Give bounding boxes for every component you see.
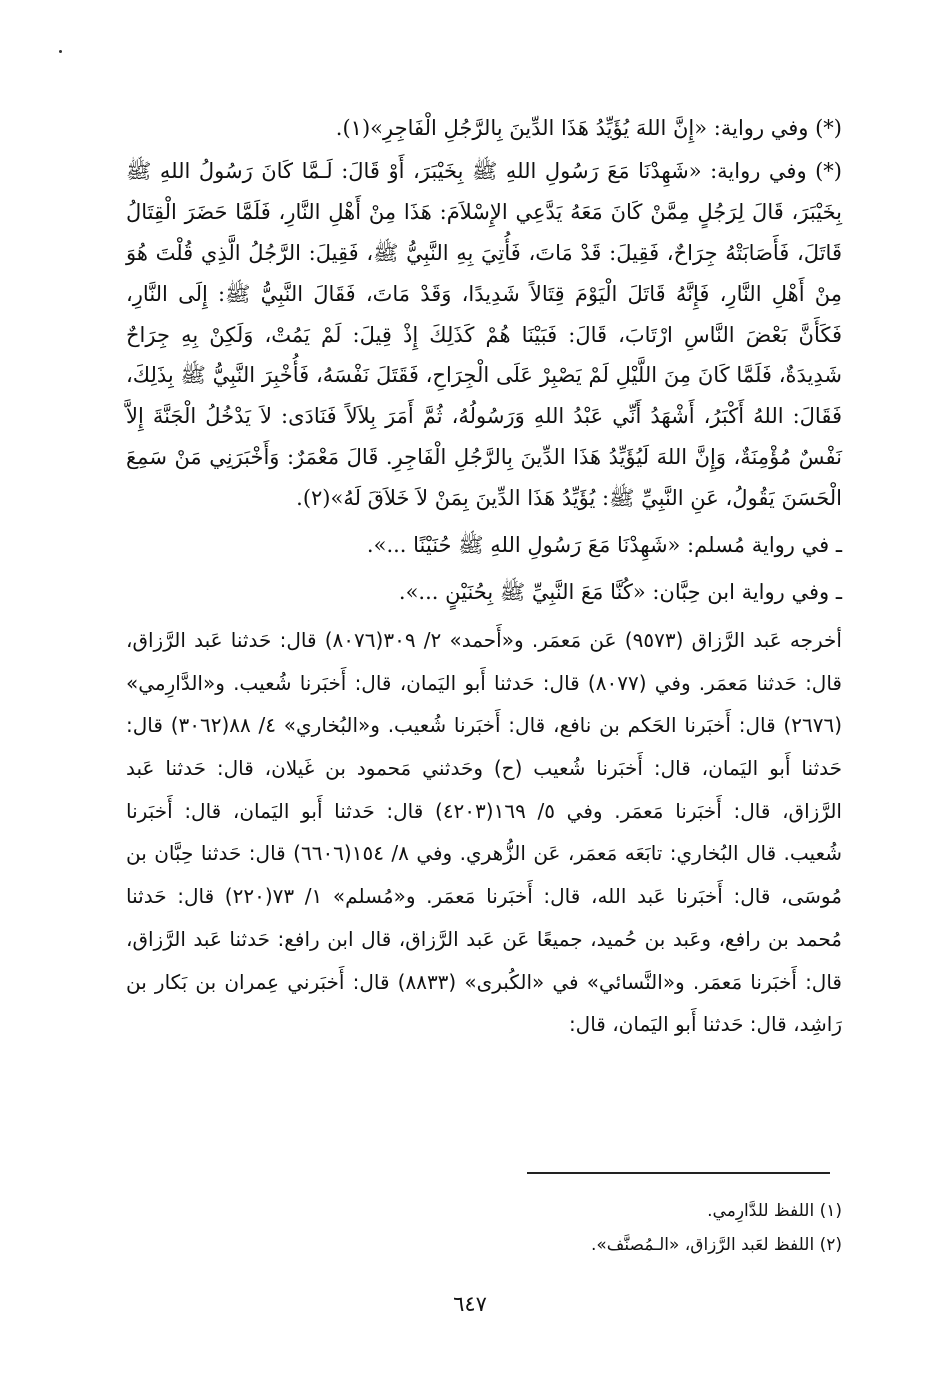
narration-paragraph-1: (*) وفي رواية: «إِنَّ اللهَ يُؤَيِّدُ هَذَا الدِّينَ بِالرَّجُلِ الْفَاجِرِ»(١). — [335, 116, 842, 140]
ibn-hibban-variant-line: ـ وفي رواية ابن حِبَّان: «كُنَّا مَعَ النَّبِيِّ ﷺ بِحُنَيْنٍ ...». — [398, 579, 842, 604]
page-number: ٦٤٧ — [453, 1292, 487, 1316]
takhrij-paragraph: أخرجه عَبد الرَّزاق (٩٥٧٣) عَن مَعمَر. و«أَحمد» ٢/ ٣٠٩(٨٠٧٦) قال: حَدثنا عَبد الرَّزاق، قال: حَدثنا مَعمَر. وفي (٨٠٧٧) قال: حَدثنا أَبو اليَمان، قال: أَخبَرنا شُعيب. و«الدَّارِمي» (٢٦٧٦) قال: أَخبَرنا الحَكم بن نافع، قال: أَخبَرنا شُعيب. و«البُخاري» ٤/ ٨٨(٣٠٦٢) قال: حَدثنا أَبو اليَمان، قال: أَخبَرنا شُعيب (ح) وحَدثني مَحمود بن غَيلان، قال: حَدثنا عَبد الرَّزاق، قال: أَخبَرنا مَعمَر. وفي ٥/ ١٦٩(٤٢٠٣) قال: حَدثنا أَبو اليَمان، قال: أَخبَرنا شُعيب. قال البُخاري: تابَعَه مَعمَر، عَن الزُّهري. وفي ٨/ ١٥٤(٦٦٠٦) قال: حَدثنا حِبَّان بن مُوسَى، قال: أَخبَرنا عَبد الله، قال: أَخبَرنا مَعمَر. و«مُسلم» ١/ ٧٣(٢٢٠) قال: حَدثنا مُحمد بن رافع، وعَبد بن حُميد، جميعًا عَن عَبد الرَّزاق، قال ابن رافع: حَدثنا عَبد الرَّزاق، قال: أَخبَرنا مَعمَر. و«النَّسائي» في «الكُبرى» (٨٨٣٣) قال: أَخبَرني عِمران بن بَكار بن رَاشِد، قال: حَدثنا أَبو اليَمان، قال: — [126, 627, 842, 1037]
scan-speck — [59, 50, 62, 53]
footnotes — [300, 1194, 842, 1262]
footnote-2: (٢) اللفظ لعَبد الرَّزاق، «الـمُصنَّف». — [590, 1235, 842, 1255]
muslim-variant-line: ـ في رواية مُسلم: «شَهِدْنَا مَعَ رَسُولِ اللهِ ﷺ حُنَيْنًا ...». — [366, 533, 842, 558]
main-text — [126, 108, 842, 1046]
narration-paragraph-2: (*) وفي رواية: «شَهِدْنَا مَعَ رَسُولِ اللهِ ﷺ بِخَيْبَرَ، أَوْ قَالَ: لَـمَّا كَانَ رَسُولُ اللهِ ﷺ بِخَيْبَرَ، قَالَ لِرَجُلٍ مِمَّنْ كَانَ مَعَهُ يَدَّعِي الإِسْلاَمَ: هَذَا مِنْ أَهْلِ النَّارِ، فَلَمَّا حَضَرَ الْقِتَالُ قَاتَلَ، فَأَصَابَتْهُ جِرَاحٌ، فَقِيلَ: قَدْ مَاتَ، فَأُتِيَ بِهِ النَّبِيُّ ﷺ، فَقِيلَ: الرَّجُلُ الَّذِي قُلْتَ هُوَ مِنْ أَهْلِ النَّارِ، فَإِنَّهُ قَاتَلَ الْيَوْمَ قِتَالاً شَدِيدًا، وَقَدْ مَاتَ، فَقَالَ النَّبِيُّ ﷺ: إِلَى النَّارِ، فَكَأَنَّ بَعْضَ النَّاسِ ارْتَابَ، قَالَ: فَبَيْنَا هُمْ كَذَلِكَ إِذْ قِيلَ: لَمْ يَمُتْ، وَلَكِنْ بِهِ جِرَاحٌ شَدِيدَةٌ، فَلَمَّا كَانَ مِنَ اللَّيْلِ لَمْ يَصْبِرْ عَلَى الْجِرَاحِ، فَقَتَلَ نَفْسَهُ، فَأُخْبِرَ النَّبِيُّ ﷺ بِذَلِكَ، فَقَالَ: اللهُ أَكْبَرُ، أَشْهَدُ أَنِّي عَبْدُ اللهِ وَرَسُولُهُ، ثُمَّ أَمَرَ بِلاَلاً فَنَادَى: لاَ يَدْخُلُ الْجَنَّةَ إِلاَّ نَفْسٌ مُؤْمِنَةٌ، وَإِنَّ اللهَ لَيُؤَيِّدُ هَذَا الدِّينَ بِالرَّجُلِ الْفَاجِرِ. قَالَ مَعْمَرٌ: وَأَخْبَرَنِي مَنْ سَمِعَ الْحَسَنَ يَقُولُ، عَنِ النَّبِيِّ ﷺ: يُؤَيِّدُ هَذَا الدِّينَ بِمَنْ لاَ خَلاَقَ لَهُ»(٢). — [126, 158, 842, 511]
footnote-1: (١) اللفظ للدَّارِمي. — [707, 1201, 842, 1221]
footnote-separator — [527, 1172, 830, 1174]
